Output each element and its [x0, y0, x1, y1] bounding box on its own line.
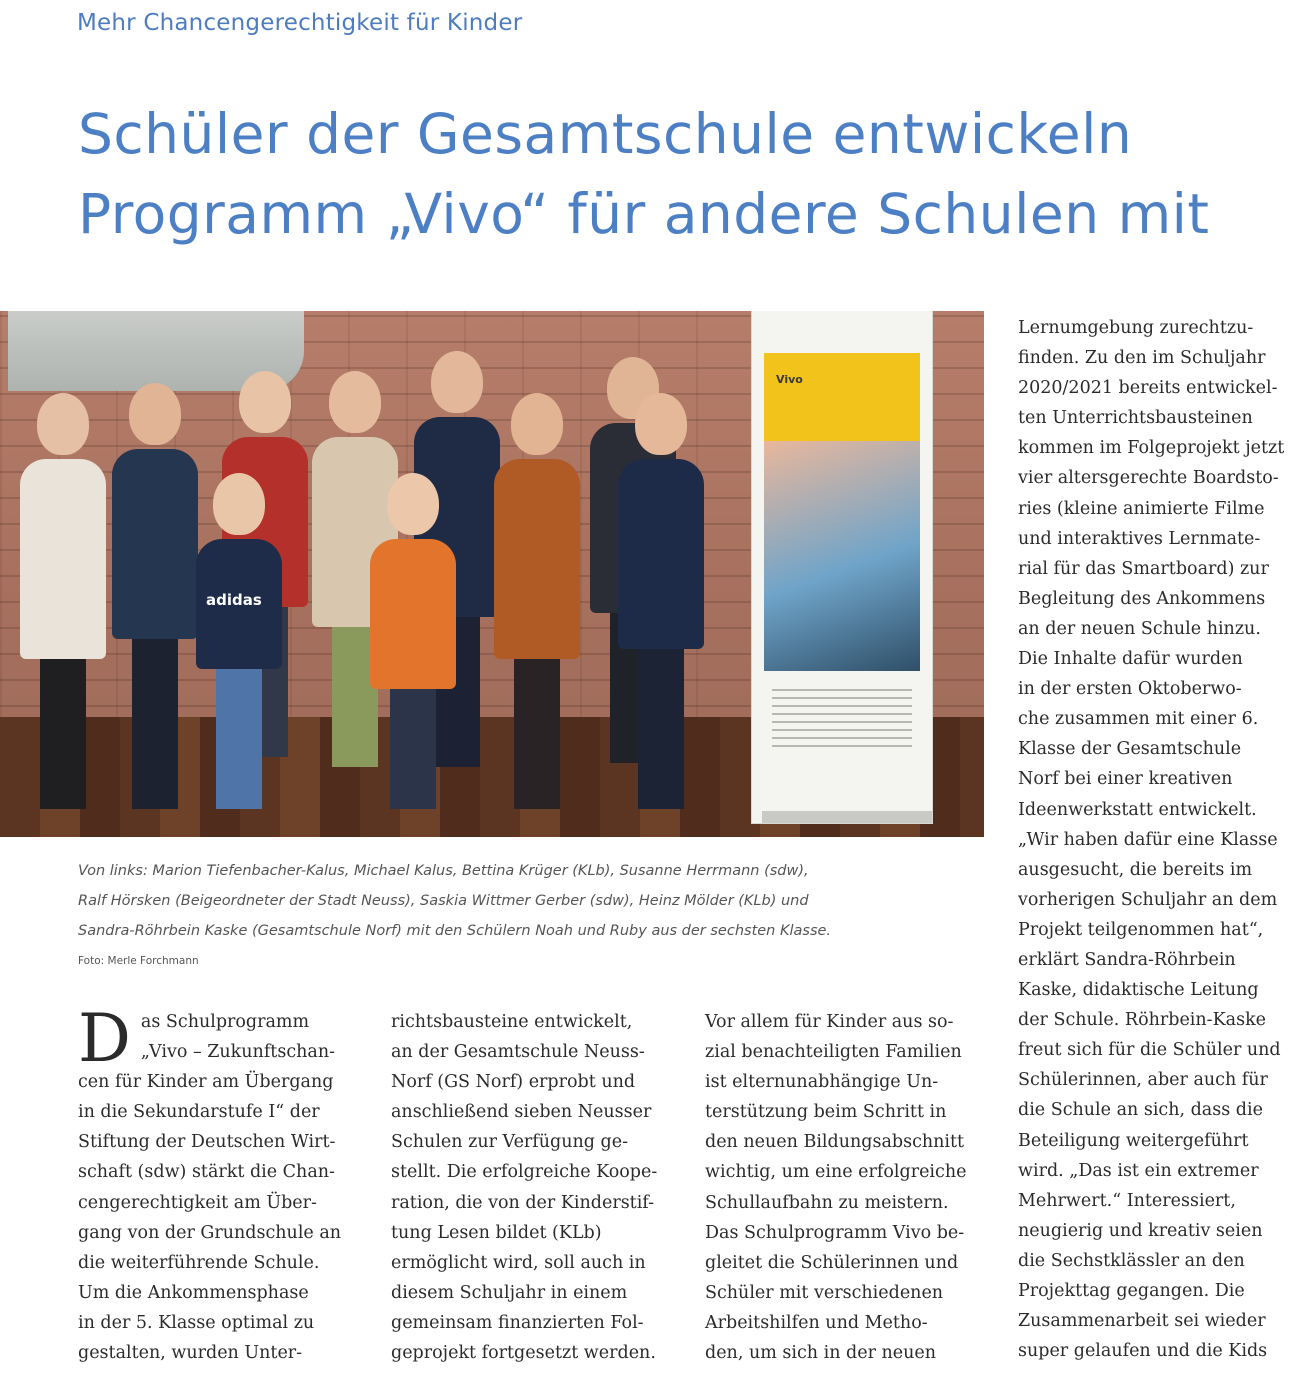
- text-line: ermöglicht wird, soll auch in: [391, 1252, 646, 1273]
- text-line: terstützung beim Schritt in: [705, 1102, 947, 1123]
- kicker: Mehr Chancengerechtigkeit für Kinder: [77, 10, 523, 36]
- photo-credit: Foto: Merle Forchmann: [78, 955, 199, 967]
- text-line: Arbeitshilfen und Metho-: [705, 1312, 928, 1333]
- text-line: neugierig und kreativ seien: [1018, 1220, 1263, 1241]
- text-line: vier altersgerechte Boardsto-: [1018, 468, 1279, 489]
- person-7: [494, 393, 580, 809]
- text-line: Ideenwerkstatt entwickelt.: [1018, 799, 1257, 820]
- text-line: die weiterführende Schule.: [78, 1252, 320, 1273]
- text-line: Stiftung der Deutschen Wirt-: [78, 1132, 336, 1153]
- text-line: gleitet die Schülerinnen und: [705, 1252, 959, 1273]
- text-line: in der 5. Klasse optimal zu: [78, 1312, 315, 1333]
- text-line: an der neuen Schule hinzu.: [1018, 618, 1261, 639]
- text-line: Kaske, didaktische Leitung: [1018, 980, 1259, 1001]
- text-line: Klasse der Gesamtschule: [1018, 739, 1242, 760]
- text-line: in der ersten Oktoberwo-: [1018, 679, 1242, 700]
- text-line: den, um sich in der neuen: [705, 1343, 937, 1364]
- text-line: Um die Ankommensphase: [78, 1282, 309, 1303]
- text-line: Schülerinnen, aber auch für: [1018, 1070, 1268, 1091]
- article-column-2: [391, 1007, 681, 1368]
- text-line: anschließend sieben Neusser: [391, 1102, 652, 1123]
- vivo-rollup-banner: [752, 311, 932, 823]
- text-line: Projekttag gegangen. Die: [1018, 1281, 1245, 1301]
- text-line: cen für Kinder am Übergang: [78, 1072, 334, 1093]
- text-line: richtsbausteine entwickelt,: [391, 1012, 633, 1032]
- text-line: diesem Schuljahr in einem: [391, 1282, 628, 1303]
- text-line: Norf bei einer kreativen: [1018, 769, 1233, 790]
- text-line: Begleitung des Ankommens: [1018, 588, 1266, 609]
- text-line: wird. „Das ist ein extremer: [1018, 1160, 1259, 1181]
- text-line: an der Gesamtschule Neuss-: [391, 1042, 645, 1063]
- girl-ruby: [370, 473, 456, 809]
- text-line: schaft (sdw) stärkt die Chan-: [78, 1162, 335, 1183]
- text-line: Zusammenarbeit sei wieder: [1018, 1311, 1266, 1332]
- text-line: super gelaufen und die Kids: [1018, 1341, 1268, 1362]
- group-photo: [0, 311, 984, 837]
- text-line: ries (kleine animierte Filme: [1018, 498, 1265, 519]
- text-line: zial benachteiligten Familien: [705, 1042, 962, 1063]
- text-line: freut sich für die Schüler und: [1018, 1040, 1281, 1061]
- text-line: as Schulprogramm: [140, 1012, 310, 1032]
- caption-line-1: Von links: Marion Tiefenbacher-Kalus, Michael Kalus, Bettina Krüger (KLb), Susanne Herrmann (sdw),: [78, 863, 809, 879]
- boy-noah: [196, 473, 282, 809]
- text-line: 2020/2021 bereits entwickel-: [1018, 378, 1278, 399]
- text-line: ten Unterrichtsbausteinen: [1018, 408, 1253, 429]
- photo-caption: [78, 856, 988, 946]
- text-line: Projekt teilgenommen hat“,: [1018, 919, 1264, 940]
- text-line: Die Inhalte dafür wurden: [1018, 649, 1243, 670]
- text-line: rial für das Smartboard) zur: [1018, 558, 1269, 579]
- text-line: Das Schulprogramm Vivo be-: [705, 1222, 965, 1243]
- drop-cap: D: [78, 1000, 131, 1077]
- article-column-3: [705, 1007, 995, 1368]
- text-line: cengerechtigkeit am Über-: [78, 1192, 317, 1213]
- text-line: Schullaufbahn zu meistern.: [705, 1192, 949, 1213]
- text-line: „Vivo – Zukunftschan-: [140, 1042, 336, 1063]
- text-line: vorherigen Schuljahr an dem: [1018, 889, 1278, 910]
- shirt-logo-text: adidas: [206, 591, 262, 609]
- banner-stand: [762, 811, 932, 823]
- text-line: finden. Zu den im Schuljahr: [1018, 348, 1266, 369]
- text-line: gemeinsam finanzierten Fol-: [391, 1312, 644, 1333]
- caption-line-2: Ralf Hörsken (Beigeordneter der Stadt Neuss), Saskia Wittmer Gerber (sdw), Heinz Mölder (KLb) und: [78, 893, 809, 909]
- banner-text-lines: [772, 689, 912, 749]
- article-column-4: [1018, 313, 1308, 1366]
- text-line: Beteiligung weitergeführt: [1018, 1130, 1249, 1151]
- caption-line-3: Sandra-Röhrbein Kaske (Gesamtschule Norf) mit den Schülern Noah und Ruby aus der sechsten Klasse.: [78, 923, 832, 939]
- text-line: „Wir haben dafür eine Klasse: [1018, 829, 1278, 850]
- text-line: Schulen zur Verfügung ge-: [391, 1132, 629, 1153]
- text-line: stellt. Die erfolgreiche Koope-: [391, 1162, 658, 1183]
- text-line: geprojekt fortgesetzt werden.: [391, 1343, 656, 1364]
- text-line: tung Lesen bildet (KLb): [391, 1222, 602, 1243]
- text-line: die Schule an sich, dass die: [1018, 1100, 1263, 1121]
- headline: [78, 94, 1298, 254]
- text-line: gestalten, wurden Unter-: [78, 1343, 303, 1364]
- text-line: der Schule. Röhrbein-Kaske: [1018, 1010, 1267, 1031]
- person-1: [20, 393, 106, 809]
- article-column-1: [78, 1000, 368, 1368]
- text-line: Schüler mit verschiedenen: [705, 1282, 944, 1303]
- text-line: Mehrwert.“ Interessiert,: [1018, 1190, 1236, 1211]
- text-line: kommen im Folgeprojekt jetzt: [1018, 438, 1285, 459]
- text-line: ist elternunabhängige Un-: [705, 1072, 939, 1093]
- text-line: gang von der Grundschule an: [78, 1222, 342, 1243]
- text-line: wichtig, um eine erfolgreiche: [705, 1162, 967, 1183]
- text-line: in die Sekundarstufe I“ der: [78, 1102, 320, 1123]
- headline-line-2: Programm „Vivo“ für andere Schulen mit: [78, 182, 1210, 246]
- headline-line-1: Schüler der Gesamtschule entwickeln: [78, 102, 1133, 166]
- text-line: Norf (GS Norf) erprobt und: [391, 1072, 636, 1093]
- text-line: ration, die von der Kinderstif-: [391, 1192, 655, 1213]
- person-8: [618, 393, 704, 809]
- text-line: den neuen Bildungsabschnitt: [705, 1132, 965, 1153]
- text-line: ausgesucht, die bereits im: [1018, 859, 1253, 880]
- text-line: che zusammen mit einer 6.: [1018, 709, 1259, 730]
- text-line: erklärt Sandra-Röhrbein: [1018, 949, 1236, 970]
- banner-title: Vivo: [776, 373, 803, 386]
- banner-yellow-panel: [764, 353, 920, 441]
- text-line: Vor allem für Kinder aus so-: [705, 1012, 954, 1032]
- text-line: und interaktives Lernmate-: [1018, 528, 1261, 549]
- banner-photo: [764, 441, 920, 671]
- text-line: die Sechstklässler an den: [1018, 1250, 1245, 1271]
- text-line: Lernumgebung zurechtzu-: [1018, 318, 1254, 338]
- person-2: [112, 383, 198, 809]
